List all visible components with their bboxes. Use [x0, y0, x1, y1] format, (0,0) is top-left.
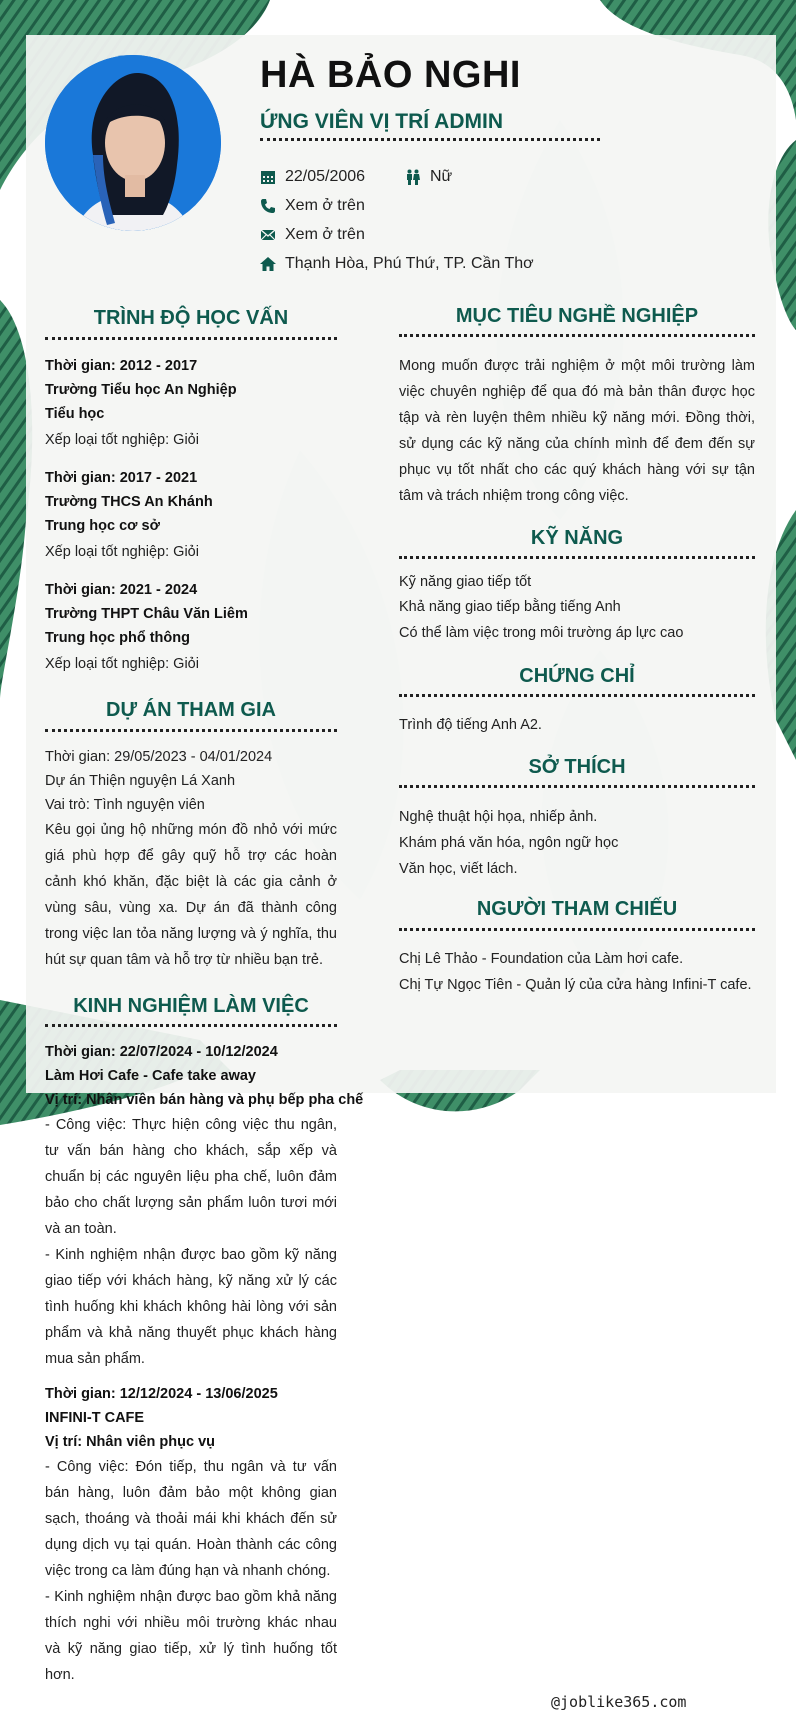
phone-text: Xem ở trên: [285, 197, 365, 214]
skill-item: Có thể làm việc trong môi trường áp lực cao: [399, 625, 684, 641]
project-role: Vai trò: Tình nguyện viên: [45, 797, 205, 813]
calendar-icon: [260, 169, 276, 185]
skills-divider: [399, 556, 755, 559]
gender-icon: [405, 169, 421, 185]
hobby-item: Văn học, viết lách.: [399, 861, 518, 877]
hobbies-divider: [399, 785, 755, 788]
birthdate-row: [260, 168, 365, 186]
hobbies-list: [399, 804, 755, 882]
experience-role: Vị trí: Nhân viên bán hàng và phụ bếp pha chế: [45, 1092, 364, 1108]
certificates-title: CHỨNG CHỈ: [519, 665, 635, 687]
objective-section: [399, 353, 755, 509]
hobby-item: Nghệ thuật hội họa, nhiếp ảnh.: [399, 809, 598, 825]
mail-icon: [260, 227, 276, 243]
experience-title: KINH NGHIỆM LÀM VIỆC: [73, 995, 309, 1017]
projects-divider: [45, 729, 337, 732]
project-time: Thời gian: 29/05/2023 - 04/01/2024: [45, 749, 273, 765]
experience-item: [45, 1382, 337, 1688]
references-list: [399, 946, 755, 998]
experience-learned: - Kinh nghiệm nhận được bao gồm khả năng thích nghi với nhiều môi trường khác nhau và kỹ năng giao tiếp, xử lý tình huống tốt hơn.: [45, 1589, 337, 1683]
education-grade: Xếp loại tốt nghiệp: Giỏi: [45, 656, 199, 672]
education-list: [45, 354, 337, 676]
experience-company: Làm Hơi Cafe - Cafe take away: [45, 1068, 256, 1084]
avatar: [45, 55, 221, 231]
skills-title: KỸ NĂNG: [530, 527, 624, 549]
reference-item: Chị Lê Thảo - Foundation của Làm hơi cafe.: [399, 951, 684, 967]
project-item: [45, 745, 337, 973]
reference-item: Chị Tự Ngọc Tiên - Quản lý của cửa hàng Infini-T cafe.: [399, 977, 752, 993]
education-level: Trung học cơ sở: [45, 518, 160, 534]
experience-duty: - Công việc: Thực hiện công việc thu ngân, tư vấn bán hàng cho khách, sắp xếp và chuẩn bị các nguyên liệu pha chế, luôn đảm bảo cho chất lượng sản phẩm luôn tươi mới và an toàn.: [45, 1117, 337, 1237]
skill-item: Khả năng giao tiếp bằng tiếng Anh: [399, 599, 621, 615]
skills-list: [399, 570, 755, 646]
references-divider: [399, 928, 755, 931]
email-text: Xem ở trên: [285, 226, 365, 243]
birthdate-text: 22/05/2006: [285, 168, 366, 185]
project-description: Kêu gọi ủng hộ những món đồ nhỏ với mức giá phù hợp để gây quỹ hỗ trợ các hoàn cảnh khó khăn, đặc biệt là các gia cảnh ở vùng sâu, vùng xa. Dự án đã thành công trong việc lan tỏa năng lượng và ý nghĩa, thu hút sự quan tâm và hỗ trợ từ nhiều bạn trẻ.: [45, 822, 337, 968]
projects-title: DỰ ÁN THAM GIA: [106, 699, 276, 721]
phone-row: [260, 197, 365, 215]
address-text: Thạnh Hòa, Phú Thứ, TP. Cần Thơ: [285, 255, 534, 272]
hobbies-title: SỞ THÍCH: [528, 756, 626, 778]
experience-divider: [45, 1024, 337, 1027]
phone-icon: [260, 198, 276, 214]
education-title: TRÌNH ĐỘ HỌC VẤN: [93, 307, 289, 329]
position-divider: [260, 138, 600, 141]
gender-text: Nữ: [430, 168, 453, 185]
certificates-list: [399, 713, 755, 737]
education-grade: Xếp loại tốt nghiệp: Giỏi: [45, 432, 199, 448]
education-school: Trường THPT Châu Văn Liêm: [45, 606, 248, 622]
experience-list: [45, 1040, 364, 1688]
address-row: [260, 255, 534, 273]
hobby-item: Khám phá văn hóa, ngôn ngữ học: [399, 835, 619, 851]
education-item: [45, 354, 337, 452]
candidate-name: HÀ BẢO NGHI: [260, 54, 521, 96]
certificates-divider: [399, 694, 755, 697]
experience-time: Thời gian: 12/12/2024 - 13/06/2025: [45, 1386, 278, 1402]
education-divider: [45, 337, 337, 340]
experience-learned: - Kinh nghiệm nhận được bao gồm kỹ năng giao tiếp với khách hàng, kỹ năng xử lý các tình huống khi khách không hài lòng với sản phẩm và khả năng thuyết phục khách hàng mua sản phẩm.: [45, 1247, 337, 1367]
education-level: Tiểu học: [45, 406, 105, 422]
education-level: Trung học phổ thông: [45, 630, 190, 646]
experience-role: Vị trí: Nhân viên phục vụ: [45, 1434, 215, 1450]
experience-duty: - Công việc: Đón tiếp, thu ngân và tư vấn bán hàng, luôn đảm bảo một không gian sạch, thoáng và thoải mái khi khách đến sử dụng dịch vụ tại quán. Hoàn thành các công việc trong ca làm đúng hạn và nhanh chóng.: [45, 1459, 337, 1579]
education-time: Thời gian: 2017 - 2021: [45, 470, 198, 486]
footer-website: @joblike365.com: [551, 1693, 687, 1711]
portrait-image: [45, 55, 221, 231]
home-icon: [260, 256, 276, 272]
objective-divider: [399, 334, 755, 337]
education-grade: Xếp loại tốt nghiệp: Giỏi: [45, 544, 199, 560]
experience-item: [45, 1040, 364, 1372]
education-item: [45, 578, 337, 676]
references-title: NGƯỜI THAM CHIẾU: [476, 898, 678, 920]
education-time: Thời gian: 2021 - 2024: [45, 582, 198, 598]
objective-title: MỤC TIÊU NGHỀ NGHIỆP: [455, 305, 699, 327]
experience-company: INFINI-T CAFE: [45, 1410, 145, 1426]
project-name: Dự án Thiện nguyện Lá Xanh: [45, 773, 236, 789]
education-school: Trường THCS An Khánh: [45, 494, 213, 510]
education-time: Thời gian: 2012 - 2017: [45, 358, 198, 374]
email-row: [260, 226, 365, 244]
gender-row: [405, 168, 452, 186]
certificate-item: Trình độ tiếng Anh A2.: [399, 717, 542, 733]
skill-item: Kỹ năng giao tiếp tốt: [399, 574, 532, 590]
candidate-position: ỨNG VIÊN VỊ TRÍ ADMIN: [260, 110, 503, 133]
objective-text: Mong muốn được trải nghiệm ở một môi trường làm việc chuyên nghiệp để qua đó mà bản thân được học tập và rèn luyện thêm nhiều kỹ năng mới. Đồng thời, sử dụng các kỹ năng của chính mình để đem đến sự phục vụ tốt nhất cho các quý khách hàng với sự tận tâm và trách nhiệm trong công việc.: [399, 358, 755, 504]
education-item: [45, 466, 337, 564]
education-school: Trường Tiểu học An Nghiệp: [45, 382, 237, 398]
experience-time: Thời gian: 22/07/2024 - 10/12/2024: [45, 1044, 278, 1060]
